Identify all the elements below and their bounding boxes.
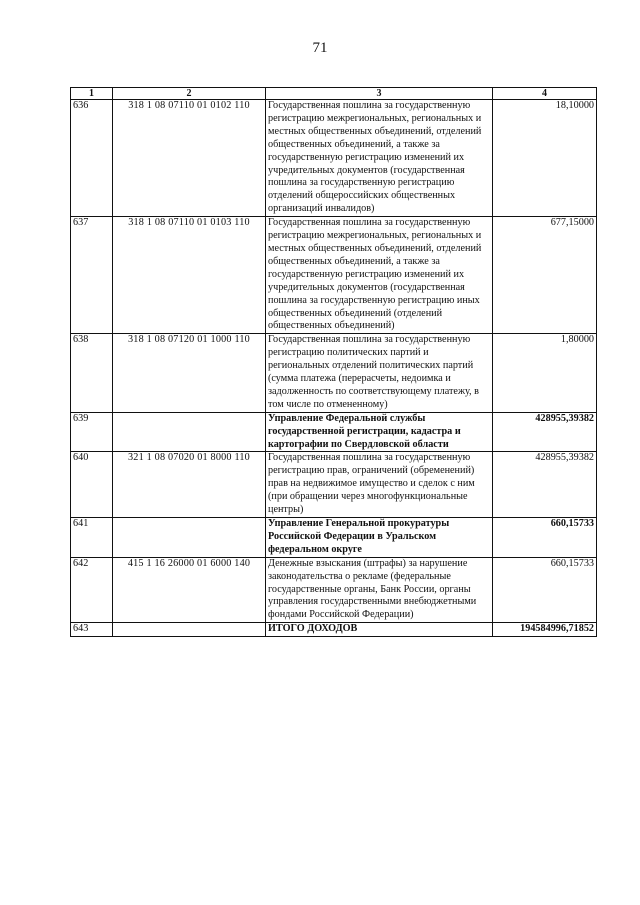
administrator-name: Управление Генеральной прокуратуры Российской Федерации в Уральском федеральном округе (266, 518, 493, 558)
total-amount: 194584996,71852 (493, 623, 597, 637)
column-header-amount: 4 (493, 88, 597, 100)
page-number: 71 (312, 40, 328, 56)
row-number: 643 (71, 623, 113, 637)
revenue-table (70, 87, 597, 637)
budget-code: 318 1 08 07110 01 0102 110 (113, 100, 266, 217)
administrator-name: Управление Федеральной службы государственной регистрации, кадастра и картографии по Свердловской области (266, 412, 493, 452)
budget-code: 318 1 08 07110 01 0103 110 (113, 217, 266, 334)
budget-code (113, 518, 266, 558)
income-description: Государственная пошлина за государственную регистрацию политических партий и региональных отделений политических партий (сумма платежа (перерасчеты, недоимка и задолженность по соответствующему платежу, в том числе по отмененному) (266, 334, 493, 412)
column-header-code: 2 (113, 88, 266, 100)
column-header-description: 3 (266, 88, 493, 100)
income-description: Государственная пошлина за государственную регистрацию прав, ограничений (обременений) прав на недвижимое имущество и сделок с ним (при обращении через многофункциональные центры) (266, 452, 493, 518)
income-amount: 660,15733 (493, 557, 597, 623)
column-header-number: 1 (71, 88, 113, 100)
income-description: Государственная пошлина за государственную регистрацию межрегиональных, региональных и местных общественных объединений, отделений общественных объединений, а также за государственную регистрацию изменений их учредительных документов (государственная пошлина за государственную регистрацию иных общественных объединений (отделений общественных объединений) (266, 217, 493, 334)
row-number: 637 (71, 217, 113, 334)
administrator-total: 428955,39382 (493, 412, 597, 452)
row-number: 636 (71, 100, 113, 217)
budget-code (113, 623, 266, 637)
income-amount: 18,10000 (493, 100, 597, 217)
table-row (71, 334, 597, 412)
total-row (71, 623, 597, 637)
budget-code (113, 412, 266, 452)
row-number: 639 (71, 412, 113, 452)
income-amount: 677,15000 (493, 217, 597, 334)
table-row (71, 412, 597, 452)
row-number: 642 (71, 557, 113, 623)
header-row (71, 88, 597, 100)
row-number: 638 (71, 334, 113, 412)
income-description: Денежные взыскания (штрафы) за нарушение законодательства о рекламе (федеральные государственные органы, Банк России, органы управления государственными внебюджетными фондами Российской Федерации) (266, 557, 493, 623)
budget-code: 321 1 08 07020 01 8000 110 (113, 452, 266, 518)
income-amount: 428955,39382 (493, 452, 597, 518)
table-row (71, 217, 597, 334)
income-amount: 1,80000 (493, 334, 597, 412)
budget-code: 415 1 16 26000 01 6000 140 (113, 557, 266, 623)
income-description: Государственная пошлина за государственную регистрацию межрегиональных, региональных и местных общественных объединений, отделений общественных объединений, а также за государственную регистрацию изменений их учредительных документов (государственная пошлина за государственную регистрацию отделений общероссийских общественных организаций инвалидов) (266, 100, 493, 217)
budget-code: 318 1 08 07120 01 1000 110 (113, 334, 266, 412)
row-number: 641 (71, 518, 113, 558)
table-row (71, 452, 597, 518)
table-row (71, 100, 597, 217)
total-label: ИТОГО ДОХОДОВ (266, 623, 493, 637)
row-number: 640 (71, 452, 113, 518)
table-row (71, 518, 597, 558)
administrator-total: 660,15733 (493, 518, 597, 558)
table-row (71, 557, 597, 623)
